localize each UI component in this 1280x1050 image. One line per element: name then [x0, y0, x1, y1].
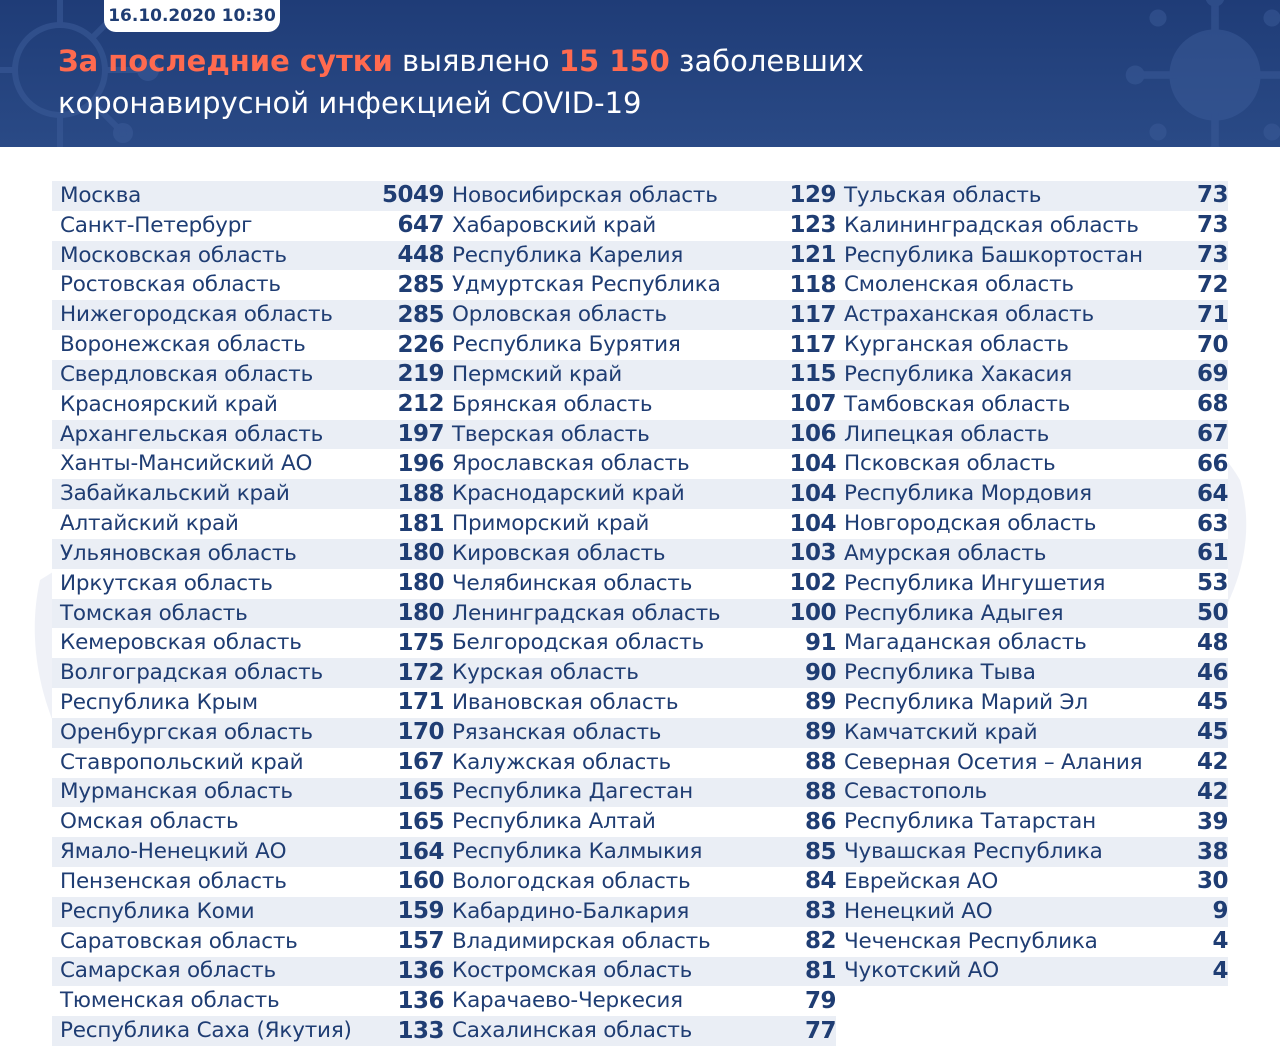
region-name: Магаданская область: [844, 630, 1087, 656]
region-name: Омская область: [60, 809, 239, 835]
case-count: 136: [397, 957, 444, 984]
region-name: Хабаровский край: [452, 212, 656, 238]
region-name: Кемеровская область: [60, 630, 302, 656]
region-name: Астраханская область: [844, 302, 1094, 328]
region-name: Саратовская область: [60, 928, 298, 954]
case-count: 53: [1196, 570, 1228, 597]
case-count: 129: [789, 182, 836, 209]
case-count: 123: [789, 212, 836, 239]
case-count: 212: [397, 391, 444, 418]
region-name: Севастополь: [844, 779, 988, 805]
table-row: [836, 748, 1228, 778]
region-name: Ямало-Ненецкий АО: [60, 839, 287, 865]
region-name: Республика Карелия: [452, 242, 684, 268]
region-name: Волгоградская область: [60, 660, 323, 686]
case-count: 70: [1196, 331, 1228, 358]
case-count: 133: [397, 1017, 444, 1044]
table-row: [52, 778, 444, 808]
table-row: [52, 360, 444, 390]
case-count: 77: [804, 1017, 836, 1044]
region-name: Тамбовская область: [844, 391, 1071, 417]
case-count: 30: [1196, 868, 1228, 895]
region-name: Курганская область: [844, 332, 1069, 358]
headline-line-2: коронавирусной инфекцией COVID-19: [58, 86, 642, 120]
table-row: [836, 778, 1228, 808]
table-row: [836, 837, 1228, 867]
table-row: [52, 1016, 444, 1046]
table-row: [444, 479, 836, 509]
case-count: 188: [397, 480, 444, 507]
table-row: [836, 270, 1228, 300]
region-name: Самарская область: [60, 958, 276, 984]
region-name: Камчатский край: [844, 719, 1038, 745]
region-name: Новосибирская область: [452, 182, 718, 208]
table-column-1: [52, 181, 444, 1046]
case-count: 64: [1196, 480, 1228, 507]
region-name: Рязанская область: [452, 719, 662, 745]
case-count: 159: [397, 898, 444, 925]
header-banner: [0, 0, 1280, 147]
region-name: Брянская область: [452, 391, 653, 417]
table-row: [444, 986, 836, 1016]
case-count: 285: [397, 301, 444, 328]
case-count: 103: [789, 540, 836, 567]
table-row: [444, 897, 836, 927]
table-row: [52, 986, 444, 1016]
region-name: Воронежская область: [60, 332, 306, 358]
case-count: 117: [789, 301, 836, 328]
case-count: 42: [1196, 749, 1228, 776]
table-row: [836, 449, 1228, 479]
table-row: [836, 658, 1228, 688]
table-row: [52, 330, 444, 360]
table-row: [52, 599, 444, 629]
region-name: Пензенская область: [60, 868, 287, 894]
region-name: Чеченская Республика: [844, 928, 1098, 954]
region-name: Республика Тыва: [844, 660, 1036, 686]
case-count: 83: [804, 898, 836, 925]
case-count: 4: [1212, 928, 1228, 955]
region-name: Приморский край: [452, 511, 650, 537]
table-row: [52, 957, 444, 987]
case-count: 104: [789, 480, 836, 507]
region-name: Республика Бурятия: [452, 332, 681, 358]
case-count: 647: [397, 212, 444, 239]
table-row: [444, 449, 836, 479]
region-name: Орловская область: [452, 302, 667, 328]
table-row: [836, 718, 1228, 748]
headline-text-end: заболевших: [669, 44, 864, 78]
region-name: Республика Коми: [60, 898, 255, 924]
table-row: [836, 420, 1228, 450]
case-count: 89: [804, 719, 836, 746]
region-name: Республика Калмыкия: [452, 839, 703, 865]
region-name: Тверская область: [452, 421, 650, 447]
region-name: Иркутская область: [60, 570, 273, 596]
case-count: 164: [397, 838, 444, 865]
case-count: 117: [789, 331, 836, 358]
table-row: [836, 569, 1228, 599]
case-count: 66: [1196, 450, 1228, 477]
table-row: [52, 181, 444, 211]
region-name: Санкт-Петербург: [60, 212, 253, 238]
case-count: 9: [1212, 898, 1228, 925]
region-name: Челябинская область: [452, 570, 693, 596]
table-row: [52, 688, 444, 718]
case-count: 226: [397, 331, 444, 358]
table-row: [444, 837, 836, 867]
table-column-2: [444, 181, 836, 1046]
table-row: [444, 300, 836, 330]
page-title: [58, 40, 1218, 124]
case-count: 45: [1196, 719, 1228, 746]
region-name: Карачаево-Черкесия: [452, 988, 683, 1014]
case-count: 67: [1196, 421, 1228, 448]
region-name: Республика Саха (Якутия): [60, 1018, 352, 1044]
table-row: [444, 181, 836, 211]
table-row: [836, 957, 1228, 987]
case-count: 104: [789, 510, 836, 537]
region-name: Калининградская область: [844, 212, 1139, 238]
table-row: [836, 509, 1228, 539]
case-count: 46: [1196, 659, 1228, 686]
case-count: 72: [1196, 271, 1228, 298]
case-count: 88: [804, 749, 836, 776]
region-name: Ненецкий АО: [844, 898, 993, 924]
region-name: Томская область: [60, 600, 248, 626]
case-count: 121: [789, 242, 836, 269]
case-count: 197: [397, 421, 444, 448]
table-row: [836, 927, 1228, 957]
table-row: [836, 867, 1228, 897]
case-count: 68: [1196, 391, 1228, 418]
table-row: [444, 390, 836, 420]
table-row: [444, 628, 836, 658]
region-name: Московская область: [60, 242, 287, 268]
case-count: 48: [1196, 629, 1228, 656]
table-row: [836, 241, 1228, 271]
region-name: Кабардино-Балкария: [452, 898, 690, 924]
table-row: [52, 897, 444, 927]
case-count: 115: [789, 361, 836, 388]
region-name: Республика Крым: [60, 689, 258, 715]
table-row: [52, 927, 444, 957]
table-row: [52, 479, 444, 509]
table-row: [444, 330, 836, 360]
region-name: Курская область: [452, 660, 639, 686]
region-name: Свердловская область: [60, 361, 314, 387]
headline-number: 15 150: [558, 44, 670, 78]
region-name: Тульская область: [844, 182, 1042, 208]
table-row: [52, 569, 444, 599]
region-name: Псковская область: [844, 451, 1056, 477]
case-count: 285: [397, 271, 444, 298]
table-row: [836, 897, 1228, 927]
case-count: 180: [397, 570, 444, 597]
case-count: 73: [1196, 242, 1228, 269]
region-name: Республика Хакасия: [844, 361, 1072, 387]
table-row: [444, 867, 836, 897]
region-name: Смоленская область: [844, 272, 1074, 298]
region-name: Республика Марий Эл: [844, 689, 1088, 715]
region-name: Забайкальский край: [60, 481, 290, 507]
case-count: 90: [804, 659, 836, 686]
table-row: [836, 211, 1228, 241]
table-row: [444, 241, 836, 271]
table-row: [52, 628, 444, 658]
table-row: [52, 300, 444, 330]
region-name: Москва: [60, 182, 142, 208]
case-count: 89: [804, 689, 836, 716]
case-count: 61: [1196, 540, 1228, 567]
case-count: 5049: [381, 182, 444, 209]
table-row: [444, 420, 836, 450]
table-row: [444, 748, 836, 778]
region-name: Чукотский АО: [844, 958, 999, 984]
table-row: [836, 807, 1228, 837]
case-count: 165: [397, 778, 444, 805]
case-count: 104: [789, 450, 836, 477]
region-name: Республика Алтай: [452, 809, 656, 835]
region-name: Ярославская область: [452, 451, 690, 477]
region-name: Новгородская область: [844, 511, 1097, 537]
region-name: Владимирская область: [452, 928, 711, 954]
case-count: 71: [1196, 301, 1228, 328]
region-cases-table: [52, 181, 1228, 1046]
table-row: [52, 241, 444, 271]
region-name: Красноярский край: [60, 391, 278, 417]
region-name: Республика Татарстан: [844, 809, 1096, 835]
table-row: [444, 807, 836, 837]
region-name: Ростовская область: [60, 272, 281, 298]
case-count: 180: [397, 540, 444, 567]
region-name: Ставропольский край: [60, 749, 304, 775]
region-name: Ивановская область: [452, 689, 679, 715]
region-name: Архангельская область: [60, 421, 324, 447]
case-count: 219: [397, 361, 444, 388]
table-row: [836, 300, 1228, 330]
table-row: [836, 628, 1228, 658]
table-row: [836, 688, 1228, 718]
region-name: Республика Адыгея: [844, 600, 1064, 626]
table-row: [444, 778, 836, 808]
case-count: 73: [1196, 212, 1228, 239]
table-row: [836, 390, 1228, 420]
headline-highlight: За последние сутки: [58, 44, 393, 78]
region-name: Калужская область: [452, 749, 671, 775]
table-row: [444, 599, 836, 629]
case-count: 102: [789, 570, 836, 597]
headline-text: выявлено: [392, 44, 559, 78]
case-count: 136: [397, 987, 444, 1014]
table-row: [52, 718, 444, 748]
table-row: [836, 479, 1228, 509]
table-row: [52, 539, 444, 569]
region-name: Республика Мордовия: [844, 481, 1092, 507]
table-row: [52, 390, 444, 420]
case-count: 84: [804, 868, 836, 895]
table-row: [52, 658, 444, 688]
region-name: Амурская область: [844, 540, 1047, 566]
case-count: 175: [397, 629, 444, 656]
region-name: Оренбургская область: [60, 719, 313, 745]
case-count: 42: [1196, 778, 1228, 805]
table-row: [52, 211, 444, 241]
region-name: Пермский край: [452, 361, 623, 387]
case-count: 172: [397, 659, 444, 686]
case-count: 88: [804, 778, 836, 805]
region-name: Удмуртская Республика: [452, 272, 721, 298]
table-row: [444, 927, 836, 957]
table-row: [52, 867, 444, 897]
case-count: 50: [1196, 600, 1228, 626]
case-count: 107: [789, 391, 836, 418]
case-count: 91: [804, 629, 836, 656]
region-name: Северная Осетия – Алания: [844, 749, 1143, 775]
case-count: 63: [1196, 510, 1228, 537]
case-count: 100: [789, 600, 836, 626]
case-count: 160: [397, 868, 444, 895]
case-count: 39: [1196, 808, 1228, 835]
region-name: Республика Ингушетия: [844, 570, 1106, 596]
region-name: Сахалинская область: [452, 1018, 693, 1044]
region-name: Кировская область: [452, 540, 666, 566]
table-row: [444, 1016, 836, 1046]
case-count: 118: [789, 271, 836, 298]
case-count: 81: [804, 957, 836, 984]
table-row: [52, 807, 444, 837]
table-row: [52, 449, 444, 479]
table-row: [444, 509, 836, 539]
case-count: 82: [804, 928, 836, 955]
region-name: Республика Дагестан: [452, 779, 694, 805]
case-count: 4: [1212, 957, 1228, 984]
case-count: 196: [397, 450, 444, 477]
table-row: [444, 360, 836, 390]
table-row: [444, 569, 836, 599]
region-name: Белгородская область: [452, 630, 704, 656]
table-row: [836, 360, 1228, 390]
table-row: [444, 539, 836, 569]
case-count: 86: [804, 808, 836, 835]
case-count: 167: [397, 749, 444, 776]
table-row: [52, 509, 444, 539]
region-name: Краснодарский край: [452, 481, 685, 507]
date-badge: 16.10.2020 10:30: [104, 0, 280, 32]
table-row: [444, 688, 836, 718]
region-name: Липецкая область: [844, 421, 1050, 447]
table-row: [52, 420, 444, 450]
case-count: 165: [397, 808, 444, 835]
table-row: [52, 748, 444, 778]
case-count: 181: [397, 510, 444, 537]
table-row: [444, 718, 836, 748]
table-row: [444, 211, 836, 241]
region-name: Тюменская область: [60, 988, 280, 1014]
table-row: [836, 181, 1228, 211]
region-name: Мурманская область: [60, 779, 293, 805]
case-count: 106: [789, 421, 836, 448]
case-count: 45: [1196, 689, 1228, 716]
table-row: [836, 599, 1228, 629]
table-row: [444, 957, 836, 987]
table-row: [444, 658, 836, 688]
region-name: Ленинградская область: [452, 600, 721, 626]
table-column-3: [836, 181, 1228, 1046]
case-count: 157: [397, 928, 444, 955]
region-name: Ханты-Мансийский АО: [60, 451, 313, 477]
table-row: [836, 330, 1228, 360]
case-count: 171: [397, 689, 444, 716]
case-count: 85: [804, 838, 836, 865]
case-count: 73: [1196, 182, 1228, 209]
region-name: Чувашская Республика: [844, 839, 1103, 865]
region-name: Республика Башкортостан: [844, 242, 1143, 268]
case-count: 170: [397, 719, 444, 746]
region-name: Нижегородская область: [60, 302, 333, 328]
region-name: Ульяновская область: [60, 540, 297, 566]
region-name: Еврейская АО: [844, 868, 999, 894]
region-name: Костромская область: [452, 958, 693, 984]
table-row: [836, 539, 1228, 569]
region-name: Вологодская область: [452, 868, 691, 894]
case-count: 38: [1196, 838, 1228, 865]
case-count: 448: [397, 242, 444, 269]
table-row: [444, 270, 836, 300]
case-count: 79: [804, 987, 836, 1014]
region-name: Алтайский край: [60, 511, 239, 537]
case-count: 69: [1196, 361, 1228, 388]
case-count: 180: [397, 600, 444, 626]
table-row: [52, 270, 444, 300]
table-row: [52, 837, 444, 867]
